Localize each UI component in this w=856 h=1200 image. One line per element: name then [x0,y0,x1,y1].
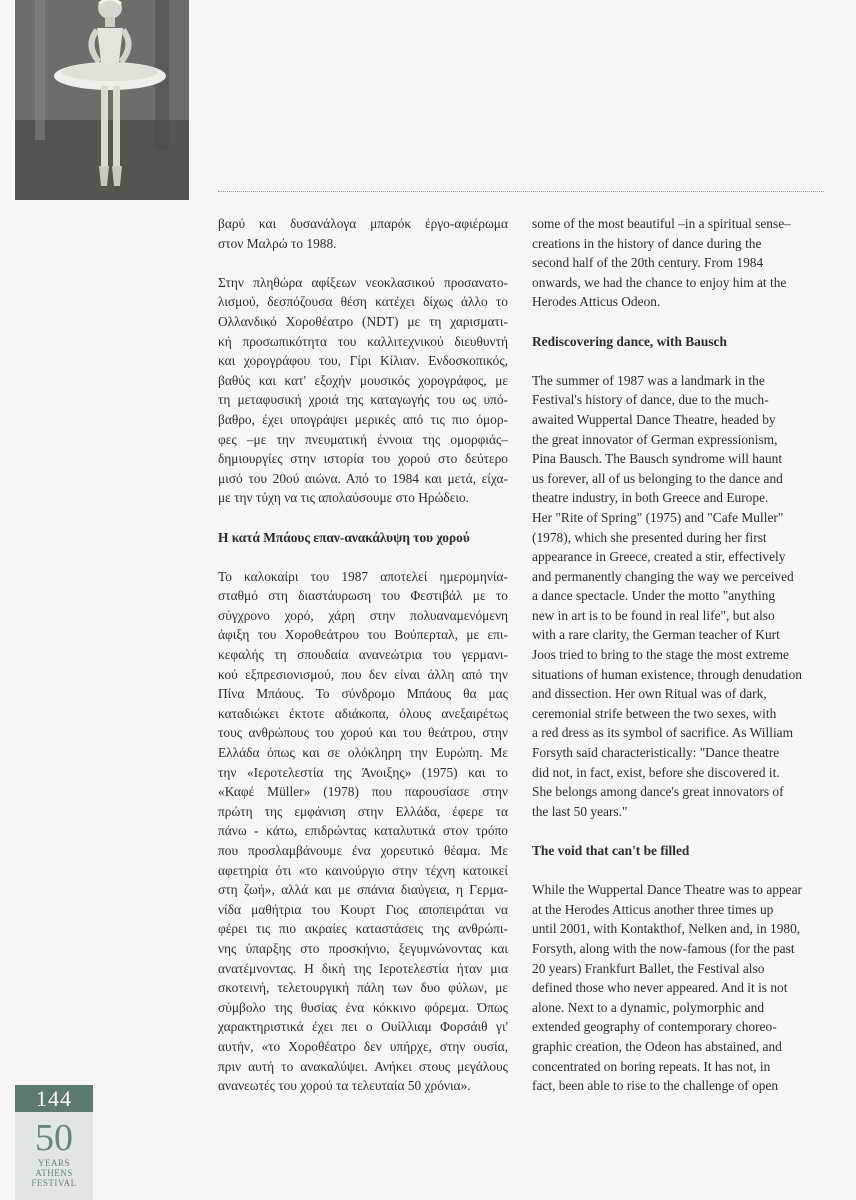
english-paragraph-2 [532,371,828,822]
text-line: πρώτη της εμφάνιση στην Ελλάδα, έφερε τα [218,803,508,819]
logo-line-festival: FESTIVAL [31,1178,77,1188]
text-line: and permanently changing the way we perceived [532,568,794,584]
logo-number: 50 [35,1117,73,1159]
greek-section-heading: Η κατά Μπάους επαν-ανακάλυψη του χορού [218,529,470,545]
text-line: άφιξη του Χοροθεάτρου του Βούπερταλ, με επι- [218,627,508,643]
text-line: κεφαλής τη σπουδαία ανανεώτρια του γερμανι- [218,647,508,663]
text-line: φες –με την πνευματική έννοια της ομορφιάς– [218,431,508,447]
text-line: concentrated on boring repeats. It has not, in [532,1058,771,1074]
text-line: βαθύς και κατ' εξοχήν μουσικός χορογράφος, με [218,372,508,388]
text-line: βαρύ και δυσανάλογα μπαρόκ έργο-αφιέρωμα [218,216,508,231]
text-line: κού εξπρεσιονισμού, που δεν είναι άλλη από την [218,666,508,682]
greek-column [218,214,508,1115]
text-line: Πίνα Μπάους. Το σύνδρομο Μπάους θα μας [218,686,508,702]
text-line: the great innovator of German expressionism, [532,431,778,447]
text-line: σύμβολο της θυσίας ένα κόκκινο φόρεμα. Όπως [218,999,508,1015]
text-line: a dance spectacle. Under the motto "anything [532,588,776,604]
text-line: σκοτεινή, τελετουργική πάλη των δυο φύλων, με [218,980,508,996]
english-paragraph-3 [532,880,828,1096]
text-line: theatre industry, in both Greece and Europe. [532,490,769,506]
greek-paragraph-1 [218,214,508,253]
text-line: awaited Wuppertal Dance Theatre, headed by [532,411,776,427]
text-line: νίδα μαθήτρια του Κουρτ Γιος αποπειράται να [218,901,508,917]
text-line: καταδιώκει έκτοτε αδιάκοπα, όλους ανεξαιρέτως [218,705,508,721]
text-line: until 2001, with Kontakthof, Nelken and, in 1980, [532,921,801,937]
greek-paragraph-2 [218,273,508,508]
text-line: some of the most beautiful –in a spiritual sense– [532,216,791,231]
text-line: σύγχρονο χορό, χάρη στην πολυαναμενόμενη [218,607,508,623]
text-line: onwards, we had the chance to enjoy him at the [532,274,787,290]
english-column [532,214,828,1115]
logo-line-years: YEARS [37,1158,70,1168]
english-paragraph-1 [532,214,828,312]
text-line: Το καλοκαίρι του 1987 αποτελεί ημερομηνία- [218,568,508,584]
text-line: που προσλαμβάνουμε ένα χορευτικό θέαμα. Με [218,843,508,858]
text-line: ανατέμνοντας. Η δική της Ιεροτελεστία ήταν μια [218,960,508,976]
text-line: alone. Next to a dynamic, polymorphic and [532,999,765,1015]
text-line: πάνω - κάτω, επιδρώντας καταλυτικά στον τρόπο [218,823,508,839]
text-line: στον Μαλρώ το 1988. [218,235,337,251]
text-line: at the Herodes Atticus another three times up [532,901,774,917]
text-line: While the Wuppertal Dance Theatre was to appear [532,882,803,898]
text-line: αυτήν, «το Χοροθέατρο δεν υπήρχε, στην ουσία, [218,1038,508,1054]
text-line: Forsyth, along with the now-famous (for the past [532,940,795,956]
text-line: fact, been able to rise to the challenge of open [532,1078,779,1094]
text-line: φέρει τις πιο ακραίες καταστάσεις της ανθρώπι- [218,921,508,937]
text-line: and dissection. Her own Ritual was of dark, [532,686,767,702]
text-line: τους ανθρώπους του χορού και του θεάτρου, στην [218,725,508,741]
text-line: creations in the history of dance during the [532,235,762,251]
text-line: «Καφέ Müller» (1978) που παρουσίασε στην [218,784,508,800]
text-line: με την τύχη να τις απολαύσουμε στο Ηρώδειο. [218,490,469,506]
logo-line-athens: ATHENS [35,1168,73,1178]
text-line: Ολλανδικό Χοροθέατρο (NDT) με τη χαρισματι- [218,313,508,329]
english-section-heading-2: The void that can't be filled [532,843,690,858]
text-line: Herodes Atticus Odeon. [532,294,661,310]
text-line: a red dress as its symbol of sacrifice. As William [532,725,794,741]
text-line: ανανεωτές του χορού τα τελευταία 50 χρόνια». [218,1078,471,1094]
text-line: the last 50 years." [532,803,628,819]
text-line: τη μεταφυσική χροιά της καταγωγής του ως υπό- [218,392,508,408]
section-divider [218,191,824,192]
text-line: second half of the 20th century. From 1984 [532,255,764,271]
text-line: λισμού, δεσπόζουσα θέση κατέχει δίχως άλλο το [218,294,508,310]
text-line: Στην πληθώρα αφίξεων νεοκλασικού προσανατο- [218,274,508,290]
text-line: Her "Rite of Spring" (1975) and "Cafe Muller" [532,509,784,525]
greek-paragraph-3 [218,567,508,1096]
text-line: 20 years) Frankfurt Ballet, the Festival also [532,960,765,976]
text-line: κή προσωπικότητα του καλλιτεχνικού διευθυντή [218,333,508,349]
page-number: 144 [15,1085,93,1112]
festival-logo [15,1112,93,1200]
text-line: μισό του 20ού αιώνα. Από το 1984 και μετά, είχα- [218,470,508,486]
text-line: new in art is to be found in real life", but also [532,607,775,623]
text-line: δημιουργίες στην ιστορία του χορού στο δεύτερο [218,451,508,467]
text-line: Joos tried to bring to the stage the most extreme [532,647,789,663]
text-line: βαθρο, έχει υπογράψει μερικές από τις πιο όμορ- [218,411,508,427]
text-line: She belongs among dance's great innovators of [532,784,784,800]
text-line: Forsyth said characteristically: "Dance theatre [532,745,780,761]
text-line: την «Ιεροτελεστία της Άνοιξης» (1975) και το [218,764,508,780]
text-line: with a rare clarity, the German teacher of Kurt [532,627,780,643]
text-line: situations of human existence, through denudation [532,666,802,682]
text-line: (1978), which she presented during her first [532,529,767,545]
english-section-heading-1: Rediscovering dance, with Bausch [532,333,727,349]
ballerina-illustration [15,0,189,200]
text-line: Festival's history of dance, due to the much- [532,392,769,408]
text-line: στη ζωή», αλλά και με σπάνια διαύγεια, η Γερμα- [218,882,508,898]
text-line: ceremonial strife between the two sexes, with [532,705,777,721]
text-line: νης ύπαρξης στο προσκήνιο, ξεγυμνώνοντας και [218,940,508,956]
text-line: us forever, all of us belonging to the dance and [532,470,783,486]
text-line: και χορογράφου του, Γίρι Κίλιαν. Ενδοσκοπικός, [218,353,508,369]
text-line: did not, in fact, exist, before she discovered it. [532,764,780,780]
text-line: appearance in Greece, created a stir, effectively [532,549,786,565]
text-line: The summer of 1987 was a landmark in the [532,372,765,388]
text-line: defined those who never appeared. And it is not [532,980,788,996]
text-line: αφετηρία ότι «το καινούργιο στην τέχνη κατοικεί [218,862,508,878]
text-line: πριν αυτή το ανακαλύψει. Ανήκει στους μεγάλους [218,1058,508,1074]
ballerina-photo [15,0,189,200]
text-line: Ελλάδα όπως και σε ολόκληρη την Ευρώπη. Με [218,745,508,761]
text-line: Pina Bausch. The Bausch syndrome will haunt [532,451,783,467]
text-line: graphic creation, the Odeon has abstained, and [532,1038,782,1054]
text-line: σταθμό στη διαστάυρωση του Φεστιβάλ με το [218,588,508,604]
text-line: extended geography of contemporary choreo- [532,1019,777,1035]
text-line: χαρακτηριστικά έχει πει ο Ουίλλιαμ Φορσάιθ γι' [218,1019,508,1035]
